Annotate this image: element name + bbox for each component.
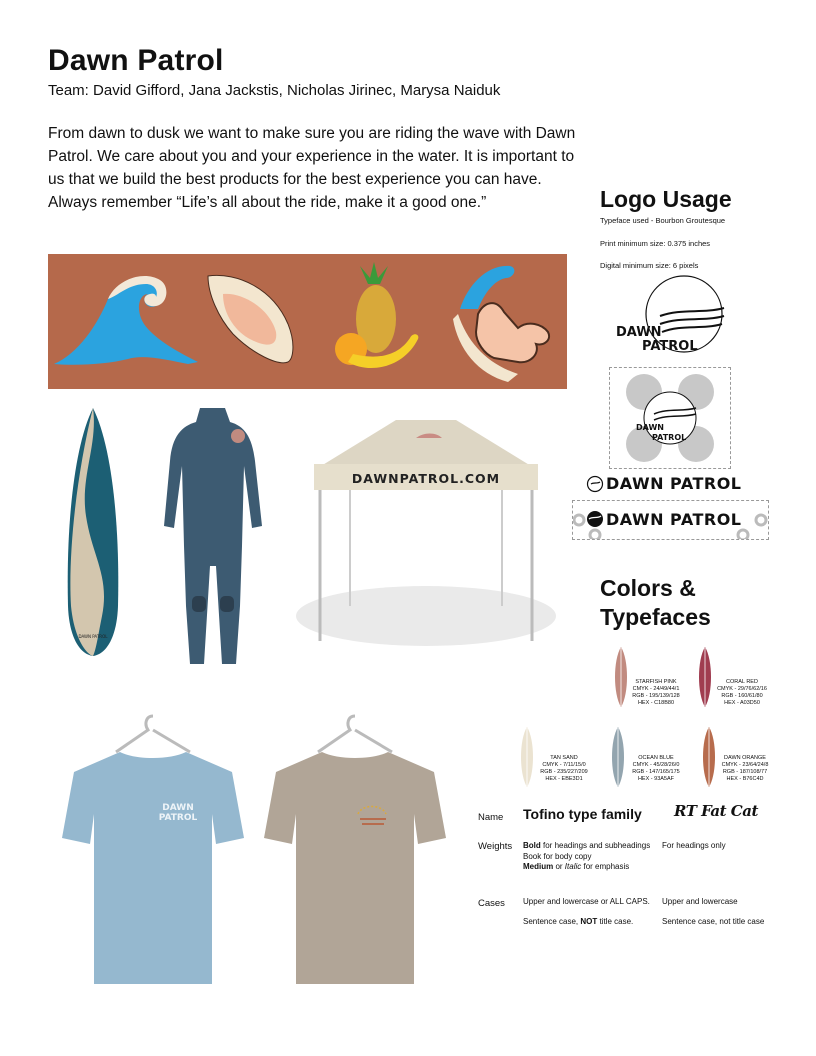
secondary-typeface-name: RT Fat Cat bbox=[674, 802, 758, 820]
secondary-cases-2: Sentence case, not title case bbox=[662, 917, 765, 926]
wetsuit-product bbox=[160, 406, 265, 668]
typeface-name-label: Name bbox=[478, 812, 504, 823]
tan-tshirt-product bbox=[262, 712, 448, 988]
surfboard-icon bbox=[208, 275, 293, 362]
primary-typeface-name: Tofino type family bbox=[523, 806, 642, 822]
horizontal-clearspace-wordmark: DAWN PATROL bbox=[606, 510, 742, 529]
typeface-weights-label: Weights bbox=[478, 841, 513, 852]
colors-heading-line1: Colors & bbox=[600, 575, 696, 601]
logo-clearspace bbox=[609, 367, 731, 469]
primary-cases-1: Upper and lowercase or ALL CAPS. bbox=[523, 897, 650, 906]
intro-paragraph: From dawn to dusk we want to make sure you are riding the wave with Dawn Patrol. We care about you and your experience in the water. It is important to us that we build the best products for the best experience you can have. Always remember “Life’s all about the ride, make it a good one.” bbox=[48, 125, 576, 211]
shaka-hand-icon bbox=[453, 266, 549, 382]
logo-word-1: DAWN bbox=[616, 325, 662, 340]
horizontal-wordmark: DAWN PATROL bbox=[606, 474, 742, 493]
swatch-label-starfish-pink: STARFISH PINK CMYK - 24/49/44/1 RGB - 195/139/128 HEX - C18B80 bbox=[632, 679, 680, 706]
swatch-ocean-blue bbox=[609, 726, 627, 793]
wave-icon bbox=[54, 276, 198, 365]
secondary-weights: For headings only bbox=[662, 841, 726, 850]
svg-text:DAWN: DAWN bbox=[636, 423, 664, 432]
fruit-icon bbox=[335, 262, 418, 368]
horizontal-logo bbox=[586, 474, 766, 494]
swatch-label-ocean-blue: OCEAN BLUE CMYK - 45/28/26/0 RGB - 147/165/175 HEX - 93A5AF bbox=[632, 755, 680, 782]
primary-logo bbox=[612, 274, 730, 360]
logo-word-2: PATROL bbox=[642, 339, 698, 354]
shirt-text-1: DAWN bbox=[162, 803, 194, 813]
primary-cases-2: Sentence case, NOT title case. bbox=[523, 917, 634, 926]
colors-heading-line2: Typefaces bbox=[600, 604, 711, 630]
page-title: Dawn Patrol bbox=[48, 44, 224, 77]
secondary-cases-1: Upper and lowercase bbox=[662, 897, 738, 906]
digital-min-note: Digital minimum size: 6 pixels bbox=[600, 261, 699, 270]
logo-typeface-note: Typeface used - Bourbon Groutesque bbox=[600, 216, 726, 225]
surfboard-product bbox=[62, 406, 124, 658]
print-min-note: Print minimum size: 0.375 inches bbox=[600, 239, 711, 248]
swatch-label-tan-sand: TAN SAND CMYK - 7/11/15/0 RGB - 235/227/209 HEX - EBE3D1 bbox=[540, 755, 588, 782]
svg-text:DAWN PATROL: DAWN PATROL bbox=[78, 634, 108, 639]
svg-text:PATROL: PATROL bbox=[652, 433, 687, 442]
blue-tshirt-product bbox=[60, 712, 246, 988]
tent-product bbox=[286, 416, 566, 656]
logo-usage-heading: Logo Usage bbox=[600, 186, 732, 212]
primary-weights: Bold for headings and subheadings Book for body copy Medium or Italic for emphasis bbox=[523, 841, 651, 871]
colors-heading bbox=[600, 574, 711, 632]
typeface-cases-label: Cases bbox=[478, 898, 505, 909]
horizontal-clearspace bbox=[572, 500, 769, 540]
team-credits: Team: David Gifford, Jana Jackstis, Nicholas Jirinec, Marysa Naiduk bbox=[48, 82, 501, 99]
icon-banner bbox=[48, 254, 567, 389]
shirt-text-2: PATROL bbox=[158, 813, 198, 823]
swatch-label-coral-red: CORAL RED CMYK - 29/76/62/16 RGB - 160/61/80 HEX - A03D50 bbox=[717, 679, 767, 706]
swatch-label-dawn-orange: DAWN ORANGE CMYK - 23/64/24/8 RGB - 187/108/77 HEX - B76C4D bbox=[721, 755, 769, 782]
tent-text: DAWNPATROL.COM bbox=[351, 471, 501, 486]
